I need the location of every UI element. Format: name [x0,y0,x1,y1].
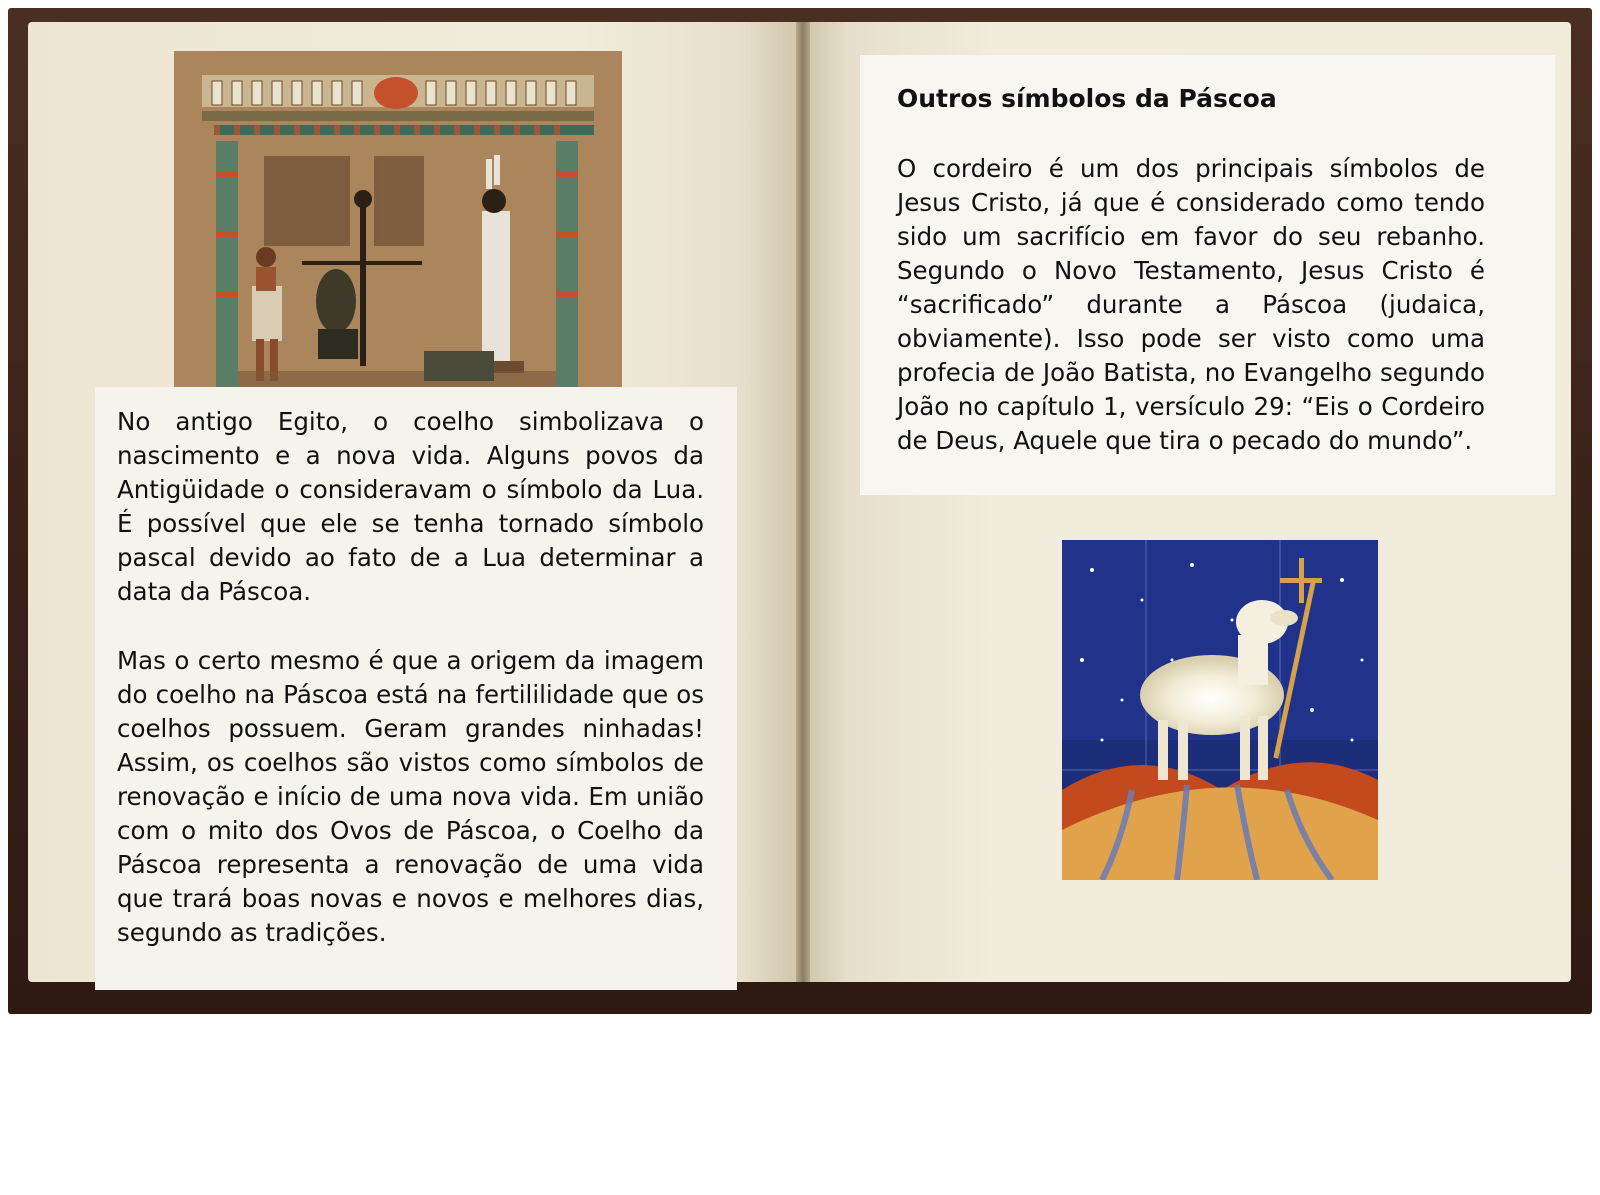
rabbit-paragraph-2: Mas o certo mesmo é que a origem da imagem do coelho na Páscoa está na fertililidade que os coelhos possuem. Geram grandes ninhadas! Assim, os coelhos são vistos como símbolos de renovação e início de uma nova vida. Em união com o mito dos Ovos de Páscoa, o Coelho da Páscoa representa a renovação de uma vida que trará boas novas e novos e melhores dias, segundo as tradições. [117,646,704,947]
egyptian-papyrus-image [174,51,622,393]
lamb-paragraph: O cordeiro é um dos principais símbolos de Jesus Cristo, já que é considerado como tendo sido um sacrifício em favor do seu rebanho. Segundo o Novo Testamento, Jesus Cristo é “sacrificado” durante a Páscoa (judaica, obviamente). Isso pode ser visto como uma profecia de João Batista, no Evangelho segundo João no capítulo 1, versículo 29: “Eis o Cordeiro de Deus, Aquele que tira o pecado do mundo”. [897,154,1485,455]
lamb-of-god-image [1062,540,1378,880]
rabbit-paragraph-1: No antigo Egito, o coelho simbolizava o nascimento e a nova vida. Alguns povos da Antigüidade o consideravam o símbolo da Lua. É possível que ele se tenha tornado símbolo pascal devido ao fato de a Lua determinar a data da Páscoa. [117,407,704,606]
book-spine [796,22,810,982]
section-title: Outros símbolos da Páscoa [897,84,1277,113]
